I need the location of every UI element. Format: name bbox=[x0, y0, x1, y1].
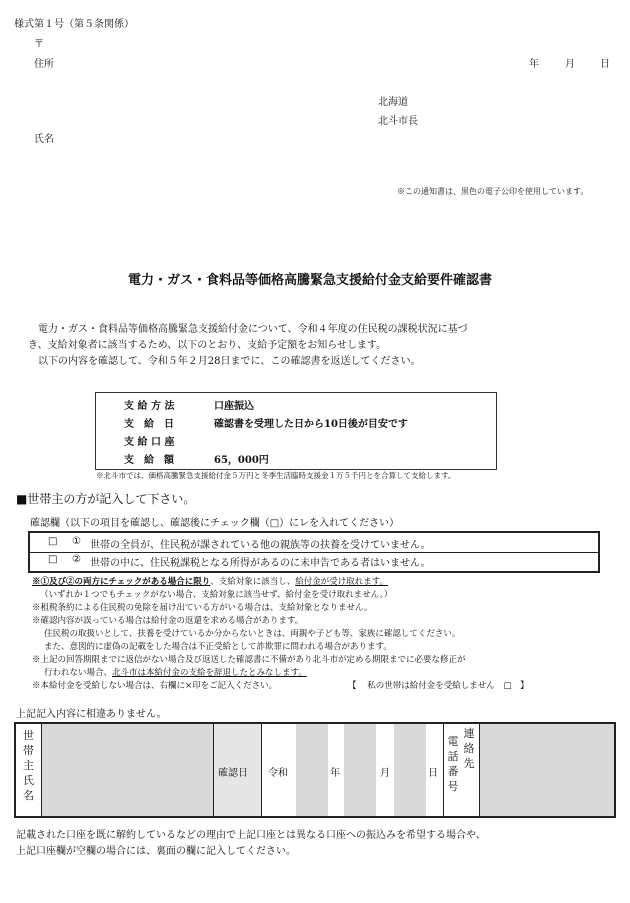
note-4-c: 北斗市は本給付金の支給を辞退したとみなします。 bbox=[112, 668, 307, 678]
name-label: 氏名 bbox=[34, 134, 54, 145]
footer-line-2: 上記口座欄が空欄の場合には、裏面の欄に記入してください。 bbox=[16, 846, 296, 857]
checkbox-1[interactable]: □ bbox=[48, 536, 58, 547]
check-item-1-text: 世帯の全員が、住民税が課されている他の親族等の扶養を受けていません。 bbox=[90, 540, 431, 551]
note-1-sub: （いずれか１つでもチェックがない場合、支給対象に該当せず、給付金を受け取れません。） bbox=[40, 590, 393, 600]
day-label: 日 bbox=[428, 768, 438, 779]
note-3-sub-2: また、意図的に虚偽の記載をした場合は不正受給として詐欺罪に問われる場合があります。 bbox=[44, 642, 392, 652]
contact-label: 連 絡 先 bbox=[463, 727, 475, 770]
note-4: ※上記の回答期限までに返信がない場合及び返送した確認書に不備があり北斗市が定める期限までに必要な修正が bbox=[32, 655, 466, 665]
month-label: 月 bbox=[380, 768, 390, 779]
householder-name-label: 世 帯 主 氏 名 bbox=[16, 724, 42, 816]
address-label: 住所 bbox=[34, 59, 54, 70]
decline-option bbox=[348, 679, 529, 691]
footer-line-1: 記載された口座を既に解約しているなどの理由で上記口座とは異なる口座への振込みを希望する場合や、 bbox=[16, 830, 486, 841]
decline-bracket-close: 】 bbox=[520, 681, 529, 691]
month-input[interactable] bbox=[344, 724, 376, 816]
phone-label: 電 話 番 号 bbox=[447, 735, 459, 793]
note-5: ※本給付金を受給しない場合は、右欄に×印をご記入ください。 bbox=[32, 681, 278, 691]
intro-line-2: き、支給対象者に該当するため、以下のとおり、支給予定額をお知らせします。 bbox=[28, 340, 387, 351]
check-item-2 bbox=[30, 553, 598, 571]
day-input[interactable] bbox=[394, 724, 426, 816]
confirm-date-label: 確認日 bbox=[218, 768, 248, 779]
note-1-middle: 、支給対象に該当し、 bbox=[210, 577, 296, 587]
note-1 bbox=[32, 575, 388, 587]
era-year-input[interactable] bbox=[296, 724, 328, 816]
year-label: 年 bbox=[330, 768, 340, 779]
note-3-sub-1: 住民税の取扱いとして、扶養を受けているか分からないときは、両親や子ども等、家族に確認してください。 bbox=[44, 629, 461, 639]
date-month-label: 月 bbox=[565, 59, 575, 70]
payment-amount-value: 65，000円 bbox=[214, 455, 269, 466]
note-1-end: 給付金が受け取れます。 bbox=[295, 577, 389, 587]
note-3: ※確認内容が誤っている場合は給付金の返還を求める場合があります。 bbox=[32, 616, 304, 626]
payment-date-label: 支 給 日 bbox=[124, 419, 174, 430]
seal-note: ※この通知書は、黒色の電子公印を使用しています。 bbox=[397, 187, 589, 196]
postal-mark: 〒 bbox=[34, 39, 44, 50]
confirm-date-label-cell bbox=[214, 724, 262, 816]
note-1-emphasis: ※①及び②の両方にチェックがある場合に限り bbox=[32, 577, 211, 587]
note-4-cont bbox=[44, 666, 307, 678]
intro-line-3: 以下の内容を確認して、令和５年２月28日までに、この確認書を返送してください。 bbox=[38, 356, 421, 367]
issuer-name: 北斗市長 bbox=[378, 116, 418, 127]
note-2: ※租税条約による住民税の免除を届け出ている方がいる場合は、支給対象となりません。 bbox=[32, 603, 373, 613]
householder-name-field[interactable] bbox=[42, 724, 214, 816]
decline-checkbox[interactable]: □ bbox=[503, 681, 512, 691]
payment-amount-label: 支 給 額 bbox=[124, 455, 174, 466]
confirmation-statement: 上記記入内容に相違ありません。 bbox=[16, 709, 167, 720]
intro-line-1: 電力・ガス・食料品等価格高騰緊急支援給付金について、令和４年度の住民税の課税状況に基づ bbox=[38, 324, 468, 335]
era-label: 令和 bbox=[268, 768, 288, 779]
check-item-2-number: ② bbox=[72, 554, 81, 565]
check-table bbox=[28, 531, 600, 573]
form-number: 様式第１号（第５条関係） bbox=[14, 19, 134, 30]
note-4-b: 行われない場合、 bbox=[44, 668, 113, 678]
date-year-label: 年 bbox=[529, 59, 539, 70]
check-item-2-text: 世帯の中に、住民税課税となる所得があるのに未申告である者はいません。 bbox=[90, 558, 431, 569]
payment-footnote: ※北斗市では、価格高騰緊急支援給付金５万円と冬季生活臨時支援金１万５千円とを合算して支給します。 bbox=[96, 471, 456, 480]
signature-table bbox=[14, 722, 616, 818]
phone-number-field[interactable] bbox=[480, 724, 614, 816]
payment-info-box bbox=[95, 392, 497, 470]
confirm-date-field[interactable] bbox=[262, 724, 444, 816]
date-day-label: 日 bbox=[600, 59, 610, 70]
checkbox-2[interactable]: □ bbox=[48, 554, 58, 565]
payment-account-label: 支 給 口 座 bbox=[124, 437, 175, 448]
payment-method-label: 支 給 方 法 bbox=[124, 401, 175, 412]
document-title: 電力・ガス・食料品等価格高騰緊急支援給付金支給要件確認書 bbox=[128, 273, 493, 288]
issuer-prefecture: 北海道 bbox=[378, 97, 408, 108]
decline-bracket-open: 【 bbox=[348, 681, 357, 691]
payment-date-value: 確認書を受理した日から10日後が目安です bbox=[214, 419, 408, 430]
check-instruction: 確認欄（以下の項目を確認し、確認後にチェック欄（□）にレを入れてください） bbox=[30, 518, 400, 529]
section-heading: ■世帯主の方が記入して下さい。 bbox=[16, 492, 196, 506]
check-item-1 bbox=[30, 534, 598, 553]
payment-method-value: 口座振込 bbox=[214, 401, 254, 412]
check-item-1-number: ① bbox=[72, 536, 81, 547]
decline-text: 私の世帯は給付金を受給しません bbox=[367, 681, 495, 691]
phone-label-cell bbox=[444, 724, 480, 816]
